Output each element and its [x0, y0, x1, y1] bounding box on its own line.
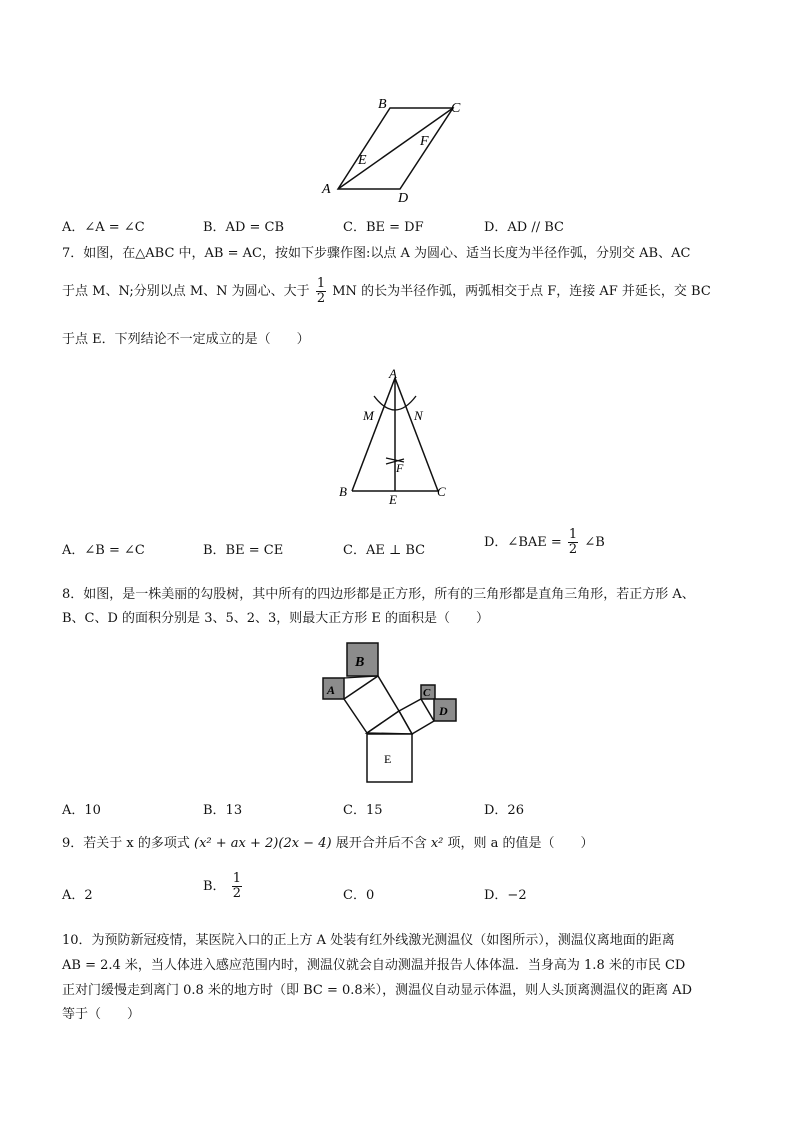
q7-figure — [330, 366, 460, 511]
q6-option-d[interactable]: D．AD // BC — [484, 220, 564, 235]
fig6-label-c: C — [451, 101, 461, 116]
q6-option-c[interactable]: C．BE = DF — [343, 220, 424, 235]
fig7-label-n: N — [414, 408, 423, 423]
fig8-label-a: A — [327, 683, 336, 697]
fig8-label-b: B — [355, 655, 365, 670]
q7-stem-line-2-a: 于点 M、N;分别以点 M、N 为圆心、大于 — [62, 284, 310, 299]
q7-stem-line-2-b: MN 的长为半径作弧，两弧相交于点 F，连接 AF 并延长，交 BC — [332, 284, 711, 299]
fig7-label-m: M — [363, 408, 374, 423]
q8-option-b[interactable]: B．13 — [203, 803, 243, 818]
q7-stem-line-2 — [62, 277, 711, 306]
q9-stem-b: 展开合并后不含 — [335, 836, 427, 851]
q9-option-b-fraction — [232, 872, 242, 901]
q7-option-d-fraction — [568, 528, 578, 557]
fig8-label-c: C — [423, 687, 431, 699]
q7-options — [62, 527, 762, 570]
q9-option-a[interactable]: A．2 — [62, 888, 93, 903]
q9-option-b-num: 1 — [232, 871, 241, 886]
q8-stem-line-2: B、C、D 的面积分别是 3、5、2、3，则最大正方形 E 的面积是（ ） — [62, 611, 490, 626]
q7-frac-den: 2 — [316, 291, 326, 306]
q7-option-d-den: 2 — [568, 542, 578, 557]
q7-option-d-post: ∠B — [584, 535, 605, 550]
q7-option-b[interactable]: B．BE = CE — [203, 543, 284, 558]
q7-stem-line-1: 7．如图，在△ABC 中，AB = AC，按如下步骤作图:以点 A 为圆心、适当长度为半径作弧，分别交 AB、AC — [62, 246, 691, 261]
q10-stem-line-3: 正对门缓慢走到离门 0.8 米的地方时（即 BC = 0.8米），测温仪自动显示体温，则人头顶离测温仪的距离 AD — [62, 983, 693, 998]
q8-figure — [315, 638, 465, 788]
fig7-label-e: E — [389, 492, 397, 507]
q7-option-d-num: 1 — [568, 527, 578, 542]
fig8-label-e: E — [384, 752, 392, 766]
q9-option-b-den: 2 — [232, 886, 241, 901]
q9-term: x² — [430, 836, 444, 851]
fig6-label-d: D — [398, 191, 409, 206]
q7-fraction-half — [316, 277, 326, 306]
q8-option-d[interactable]: D．26 — [484, 803, 524, 818]
fig6-label-b: B — [378, 97, 387, 112]
q9-stem-c: 项，则 a 的值是（ ） — [447, 836, 594, 851]
q7-option-a[interactable]: A．∠B = ∠C — [62, 543, 145, 558]
q7-stem-line-3: 于点 E．下列结论不一定成立的是（ ） — [62, 332, 310, 347]
q9-stem-a: 9．若关于 x 的多项式 — [62, 836, 190, 851]
q9-stem — [62, 832, 594, 851]
q9-option-b[interactable] — [203, 872, 244, 901]
fig6-label-e: E — [358, 153, 367, 168]
q10-stem-line-4: 等于（ ） — [62, 1007, 141, 1022]
q6-option-a[interactable]: A．∠A = ∠C — [62, 220, 145, 235]
q7-option-d[interactable] — [484, 528, 605, 557]
q9-polynomial: (x² + ax + 2)(2x − 4) — [194, 836, 332, 851]
q10-stem-line-1: 10．为预防新冠疫情，某医院入口的正上方 A 处装有红外线激光测温仪（如图所示），测温仪离地面的距离 — [62, 933, 675, 948]
q7-option-d-pre: D．∠BAE = — [484, 535, 562, 550]
fig7-label-b: B — [339, 484, 347, 499]
fig6-label-f: F — [420, 134, 429, 149]
q8-options — [62, 799, 762, 819]
fig8-label-d: D — [439, 704, 448, 718]
q8-stem-line-1: 8．如图，是一株美丽的勾股树，其中所有的四边形都是正方形，所有的三角形都是直角三角形，若正方形 A、 — [62, 587, 695, 602]
fig7-label-c: C — [437, 484, 446, 499]
q8-option-c[interactable]: C．15 — [343, 803, 383, 818]
q9-options — [62, 871, 762, 912]
q7-frac-num: 1 — [316, 276, 326, 291]
side-ab — [352, 378, 395, 491]
q10-stem-line-2: AB = 2.4 米，当人体进入感应范围内时，测温仪就会自动测温并报告人体体温．当身高为 1.8 米的市民 CD — [62, 958, 686, 973]
q8-option-a[interactable]: A．10 — [62, 803, 101, 818]
fig6-label-a: A — [322, 182, 331, 197]
q7-option-c[interactable]: C．AE ⊥ BC — [343, 543, 426, 558]
q6-figure — [310, 92, 480, 210]
q6-option-b[interactable]: B．AD = CB — [203, 220, 285, 235]
q9-option-b-label: B． — [203, 879, 226, 894]
fig7-label-f: F — [396, 461, 404, 475]
q9-option-c[interactable]: C．0 — [343, 888, 375, 903]
q6-options — [62, 216, 762, 236]
segment-ac — [338, 108, 453, 189]
fig7-label-a: A — [389, 366, 397, 381]
q9-option-d[interactable]: D．−2 — [484, 888, 527, 903]
